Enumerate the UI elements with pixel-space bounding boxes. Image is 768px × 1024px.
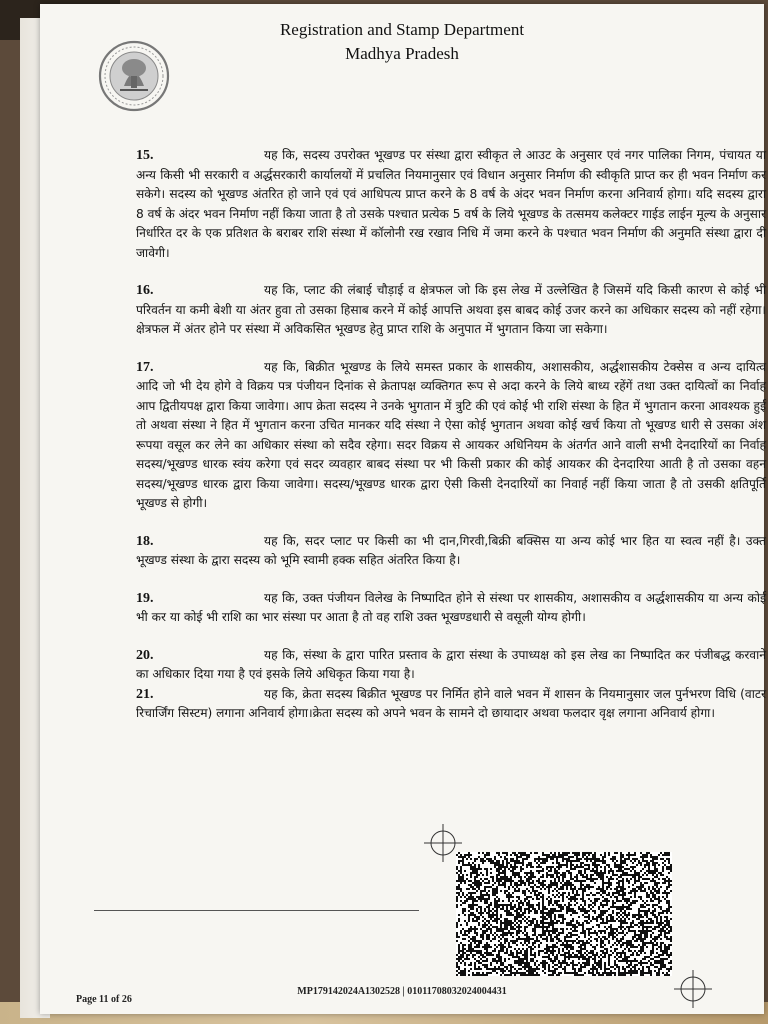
clause-text: यह कि, सदस्य उपरोक्त भूखण्ड पर संस्था द्वारा स्वीकृत ले आउट के अनुसार एवं नगर पालिका निगम, पंचायत या अन्य किसी भी सरकारी व अर्द्धसरकारी कार्यालयों में प्रचलित नियमानुसार एवं विधान अनुसार निर्माण की स्वीकृति प्राप्त कर ही भवन निर्माण कर सकेगे। सदस्य को भूखण्ड अंतरित हो जाने एवं एवं आधिपत्य प्राप्त करने के 8 वर्ष के अंदर भवन निर्माण करना अनिवार्य होगा। यदि सदस्य द्वारा 8 वर्ष के अंदर भवन निर्माण नहीं किया जाता है तो उसके पश्चात प्रत्येक 5 वर्ष के लिये भूखण्ड के तत्समय कलेक्टर गाईड लाईन मूल्य के अनुसार निर्धारित दर के एक प्रतिशत के बराबर राशि संस्था में कॉलोनी रख रखाव निधि में जमा करने के पश्चात भवन निर्माण की अनुमति संस्था द्वारा दी जावेगी। xyxy=(136,148,766,260)
clause-text: यह कि, संस्था के द्वारा पारित प्रस्ताव के द्वारा संस्था के उपाध्यक्ष को इस लेख का निष्पादित कर पंजीबद्ध करवाने का अधिकार दिया गया है एवं इसके लिये अधिकृत किया गया है। xyxy=(136,647,766,681)
clause-21 xyxy=(136,685,766,724)
clause-number: 20. xyxy=(136,647,154,663)
department-title: Registration and Stamp Department xyxy=(279,20,525,39)
document-page xyxy=(40,4,764,1014)
clause-text: यह कि, बिक्रीत भूखण्ड के लिये समस्त प्रकार के शासकीय, अशासकीय, अर्द्धशासकीय टेक्सेस व अन्य दायित्व आदि जो भी देय होगे वे विक्रय पत्र पंजीयन दिनांक से क्रेतापक्ष व्यक्तिगत रूप से अदा करने के लिये बाध्य रहेंगें तथा उक्त दायित्वों का निर्वाह आप द्वितीयपक्ष द्वारा किया जावेगा। आप क्रेता सदस्य ने उनके भुगतान में त्रुटि की एवं कोई भी राशि संस्था के हित में भुगतान करना आवश्यक हुई तो अथवा संस्था ने हित में भुगतान करना उचित मानकर यदि संस्था ने ऐसा कोई भुगतान अथवा कोई खर्च किया तो भूखण्ड धारी से उसका अंश रूपया वसूल कर लेने का अधिकार संस्था को सदैव रहेगा। सदर विक्रय से आयकर अधिनियम के अंतर्गत आने वाली सभी देनदारियों का निर्वाह सदस्य/भूखण्ड धारक स्वंय करेगा एवं सदर व्यवहार बाबद संस्था पर भी किसी प्रकार की कोई आयकर की देनदारिया आती है तो उसका वहन सदस्य/भूखण्ड धारक द्वारा किया जावेगा। सदस्य/भूखण्ड धारक द्वारा ऐसी किसी देनदारियों का निवार्ह नहीं किया जाता है तो उसकी क्षतिपूर्ति भूखण्ड से होगी। xyxy=(136,359,766,510)
page-number: Page 11 of 26 xyxy=(76,994,132,1005)
clause-18 xyxy=(136,532,766,571)
clause-text: यह कि, उक्त पंजीयन विलेख के निष्पादित होने से संस्था पर शासकीय, अशासकीय व अर्द्धशासकीय या अन्य कोई भी कर या कोई भी राशि का भार संस्था पर आता है तो वह राशि उक्त भूखण्डधारी से वसूली योग्य होगी। xyxy=(136,590,766,624)
signature-line xyxy=(94,910,419,911)
state-title: Madhya Pradesh xyxy=(345,44,459,63)
clause-number: 16. xyxy=(136,283,154,298)
government-seal-icon xyxy=(98,40,170,112)
registration-number: MP179142024A1302528 | 01011708032024004431 xyxy=(297,986,507,997)
clause-number: 19. xyxy=(136,590,154,606)
clause-text: यह कि, प्लाट की लंबाई चौड़ाई व क्षेत्रफल जो कि इस लेख में उल्लेखित है जिसमें यदि किसी कारण से कोई भी परिवर्तन या कमी बेशी या अंतर हुवा तो उसका हिसाब करने में कोई आपत्ति अथवा इस बाबद कोई उजर करने का अधिकार सदस्य को नहीं रहेगा। क्षेत्रफल में अंतर होने पर संस्था में अविकसित भूखण्ड हेतु प्राप्त राशि के अनुपात में भुगतान किया जा सकेगा। xyxy=(136,283,766,336)
clause-20 xyxy=(136,646,766,685)
clause-text: यह कि, सदर प्लाट पर किसी का भी दान,गिरवी,बिक्री बक्सिस या अन्य कोई भार हित या स्वत्व नहीं है। उक्त भूखण्ड संस्था के द्वारा सदस्य को भूमि स्वामी हक्क सहित अंतरित किया है। xyxy=(136,533,766,567)
clause-number: 21. xyxy=(136,686,154,702)
clause-15 xyxy=(136,146,766,263)
clause-17 xyxy=(136,358,766,514)
clause-16 xyxy=(136,281,766,340)
clause-number: 17. xyxy=(136,359,154,375)
clause-number: 18. xyxy=(136,533,154,549)
clauses-list xyxy=(136,146,766,742)
clause-text: यह कि, क्रेता सदस्य बिक्रीत भूखण्ड पर निर्मित होने वाले भवन में शासन के नियमानुसार जल पुर्नभरण विधि (वाटर रिचार्जिंग सिस्टम) लगाना अनिवार्य होगा।क्रेता सदस्य को अपने भवन के सामने दो छायादार अथवा फलदार वृक्ष लगाना अनिवार्य होगा। xyxy=(136,686,766,720)
clause-19 xyxy=(136,589,766,628)
clause-number: 15. xyxy=(136,148,154,163)
document-barcode xyxy=(456,852,672,976)
